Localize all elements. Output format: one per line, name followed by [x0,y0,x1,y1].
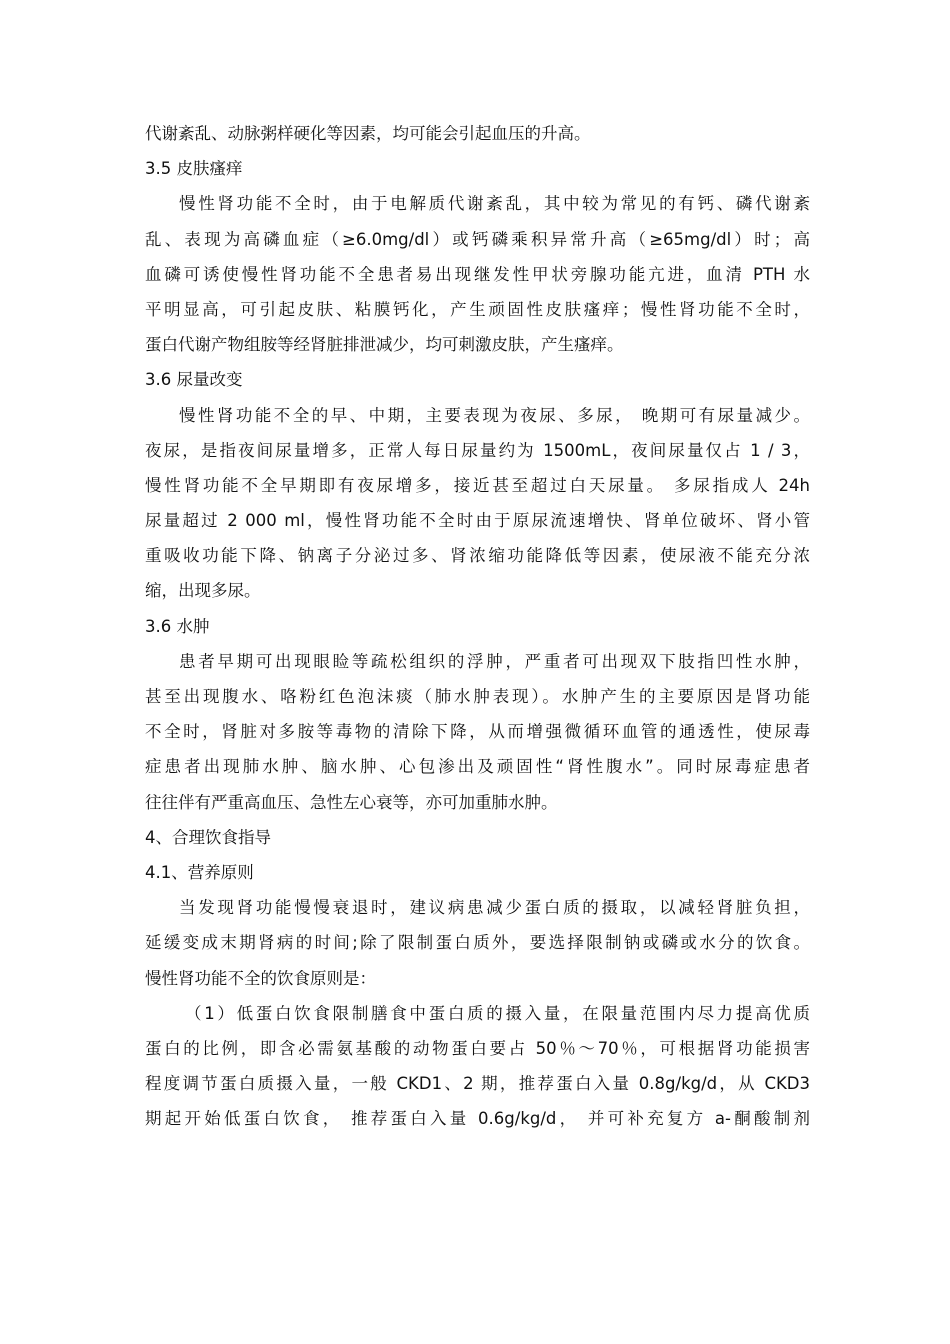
paragraph-line: 慢性肾功能不全的饮食原则是： [145,968,376,988]
paragraph-line: 慢性肾功能不全时，由于电解质代谢紊乱，其中较为常见的有钙、磷代谢紊 [179,194,810,214]
paragraph-line: 不全时，肾脏对多胺等毒物的清除下降，从而增强微循环血管的通透性，使尿毒 [145,722,810,742]
section-heading-3-5: 3.5 皮肤瘙痒 [145,159,243,179]
paragraph-line: 乱、表现为高磷血症（≥6.0mg/dl）或钙磷乘积异常升高（≥65mg/dl）时；高 [145,229,810,249]
paragraph-line: 蛋白的比例，即含必需氨基酸的动物蛋白要占 50％～70％，可根据肾功能损害 [145,1038,810,1058]
section-heading-4-1: 4.1、营养原则 [145,862,254,882]
paragraph-line: 慢性肾功能不全早期即有夜尿增多，接近甚至超过白天尿量。 多尿指成人 24h [145,475,810,495]
section-heading-4: 4、合理饮食指导 [145,827,271,847]
paragraph-line: 缩，出现多尿。 [145,581,261,601]
paragraph-line: 患者早期可出现眼睑等疏松组织的浮肿，严重者可出现双下肢指凹性水肿， [179,651,810,671]
paragraph-line: 期起开始低蛋白饮食， 推荐蛋白入量 0.6g/kg/d， 并可补充复方 a-酮酸制剂 [145,1109,810,1129]
paragraph-line: 当发现肾功能慢慢衰退时，建议病患减少蛋白质的摄取，以减轻肾脏负担， [179,898,810,918]
paragraph-line: 重吸收功能下降、钠离子分泌过多、肾浓缩功能降低等因素，使尿液不能充分浓 [145,546,810,566]
paragraph-line: 延缓变成末期肾病的时间;除了限制蛋白质外，要选择限制钠或磷或水分的饮食。 [145,933,810,953]
paragraph-line: 程度调节蛋白质摄入量，一般 CKD1、2 期，推荐蛋白入量 0.8g/kg/d，从 CKD3 [145,1074,810,1094]
document-body [145,116,810,1136]
paragraph-line: 血磷可诱使慢性肾功能不全患者易出现继发性甲状旁腺功能亢进，血清 PTH 水 [145,264,810,284]
section-heading-3-6-urine: 3.6 尿量改变 [145,370,243,390]
paragraph-line: 平明显高，可引起皮肤、粘膜钙化，产生顽固性皮肤瘙痒；慢性肾功能不全时， [145,299,810,319]
paragraph-line: 尿量超过 2 000 ml，慢性肾功能不全时由于原尿流速增快、肾单位破坏、肾小管 [145,511,810,531]
paragraph-line: （1）低蛋白饮食限制膳食中蛋白质的摄入量，在限量范围内尽力提高优质 [185,1003,810,1023]
paragraph-line: 甚至出现腹水、咯粉红色泡沫痰（肺水肿表现）。水肿产生的主要原因是肾功能 [145,687,810,706]
section-heading-3-6-edema: 3.6 水肿 [145,616,210,636]
paragraph-line: 代谢紊乱、动脉粥样硬化等因素，均可能会引起血压的升高。 [145,124,591,143]
paragraph-line: 慢性肾功能不全的早、中期，主要表现为夜尿、多尿， 晚期可有尿量减少。 [179,405,810,425]
paragraph-line: 夜尿，是指夜间尿量增多，正常人每日尿量约为 1500mL，夜间尿量仅占 1 / 3， [145,440,810,460]
paragraph-line: 症患者出现肺水肿、脑水肿、心包渗出及顽固性“肾性腹水”。同时尿毒症患者 [145,757,810,777]
paragraph-line: 往往伴有严重高血压、急性左心衰等，亦可加重肺水肿。 [145,792,558,812]
paragraph-line: 蛋白代谢产物组胺等经肾脏排泄减少，均可刺激皮肤，产生瘙痒。 [145,335,624,355]
